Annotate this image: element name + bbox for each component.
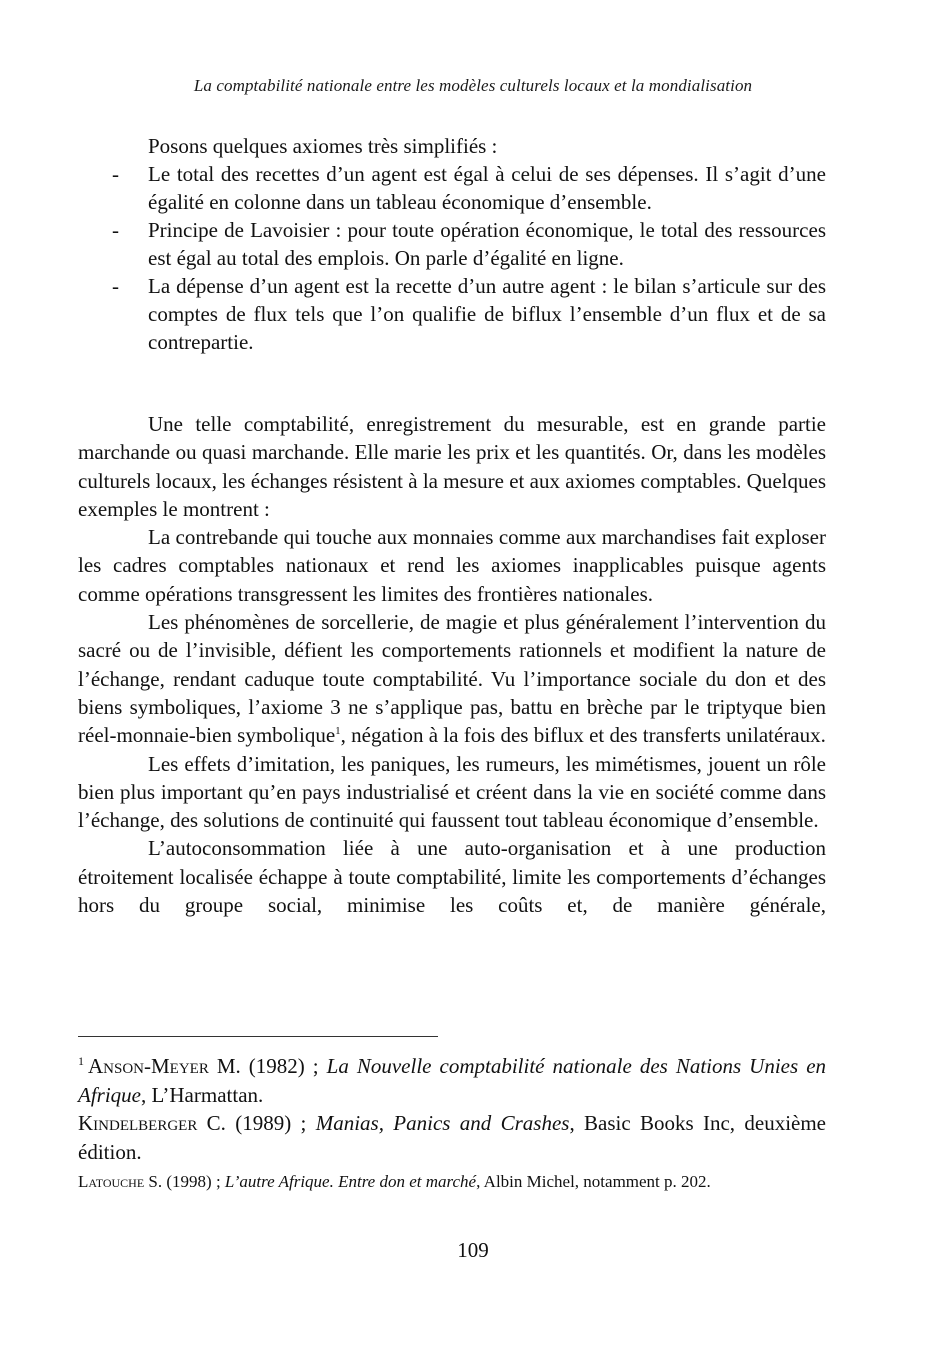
footnote-author: Latouche S.	[78, 1172, 163, 1191]
body-paragraphs	[78, 410, 826, 919]
footnote-year: (1989) ;	[235, 1111, 307, 1135]
footnote-item	[78, 1109, 826, 1166]
page-number: 109	[457, 1238, 489, 1262]
axiom-item	[112, 216, 826, 272]
axiom-item	[112, 272, 826, 356]
footnote-item	[78, 1052, 826, 1109]
footnotes	[78, 1052, 826, 1194]
footnote-item	[78, 1170, 826, 1194]
footnote-title: L’autre Afrique. Entre don et marché	[224, 1172, 477, 1191]
axiom-text: La dépense d’un agent est la recette d’un autre agent : le bilan s’articule sur des comptes de flux tels que l’on qualifie de biflux l’ensemble d’un flux et de sa contrepartie.	[148, 274, 826, 354]
paragraph-text: , négation à la fois des biflux et des transferts unilatéraux.	[340, 723, 826, 748]
footnote-publisher: , Basic Books Inc, deuxième édition.	[78, 1111, 827, 1164]
paragraph-sorcellerie	[78, 608, 826, 749]
paragraph-contrebande: La contrebande qui touche aux monnaies comme aux marchandises fait exploser les cadres comptables nationaux et rend les axiomes inapplicables puisque agents comme opérations transgressent les limites des frontières nationales.	[78, 525, 826, 606]
footnote-publisher: , Albin Michel, notamment p. 202.	[476, 1172, 711, 1191]
paragraph-comptabilite: Une telle comptabilité, enregistrement du mesurable, est en grande partie marchande ou quasi marchande. Elle marie les prix et les quantités. Or, dans les modèles culturels locaux, les échanges résistent à la mesure et aux axiomes comptables. Quelques exemples le montrent :	[78, 412, 826, 521]
footnote-author: Anson-Meyer M.	[88, 1054, 241, 1078]
running-header: La comptabilité nationale entre les modèles culturels locaux et la mondialisation	[193, 76, 753, 95]
axiom-text: Le total des recettes d’un agent est égal à celui de ses dépenses. Il s’agit d’une égalité en colonne dans un tableau économique d’ensemble.	[148, 162, 826, 214]
footnote-year: (1998) ;	[166, 1172, 221, 1191]
footnote-publisher: , L’Harmattan.	[141, 1082, 264, 1107]
footnote-title: Manias, Panics and Crashes	[315, 1111, 570, 1135]
footnote-author: Kindelberger C.	[78, 1111, 226, 1135]
paragraph-autoconsommation: L’autoconsommation liée à une auto-organisation et à une production étroitement localisée échappe à toute comptabilité, limite les comportements d’échanges hors du groupe social, minimise les coûts et, de manière générale,	[78, 836, 826, 918]
dash-bullet-icon: -	[112, 274, 119, 298]
axioms-intro: Posons quelques axiomes très simplifiés :	[148, 134, 498, 158]
axiom-list	[0, 160, 946, 356]
footnote-year: (1982) ;	[248, 1054, 319, 1078]
paragraph-text: Les phénomènes de sorcellerie, de magie et plus généralement l’intervention du sacré ou de l’invisible, défient les comportements rationnels et modifient la nature de l’échange, rendant caduque toute comptabilité. Vu l’importance sociale du don et des biens symboliques, l’axiome 3 ne s’applique pas, battu en brèche par le triptyque bien réel-monnaie-bien symbolique	[78, 610, 826, 748]
footnote-separator	[78, 1036, 438, 1037]
paragraph-imitation: Les effets d’imitation, les paniques, les rumeurs, les mimétismes, jouent un rôle bien plus important qu’en pays industrialisé et créent dans la vie en société comme dans l’échange, des solutions de continuité qui faussent tout tableau économique d’ensemble.	[78, 751, 826, 833]
footnote-title: La Nouvelle comptabilité nationale des Nations Unies en Afrique	[78, 1054, 827, 1107]
dash-bullet-icon: -	[112, 218, 119, 242]
footnote-reference[interactable]: 1	[335, 725, 341, 738]
footnote-mark: 1	[78, 1054, 84, 1068]
axiom-item	[112, 160, 826, 216]
dash-bullet-icon: -	[112, 162, 119, 186]
axiom-text: Principe de Lavoisier : pour toute opération économique, le total des ressources est égal au total des emplois. On parle d’égalité en ligne.	[148, 218, 826, 270]
